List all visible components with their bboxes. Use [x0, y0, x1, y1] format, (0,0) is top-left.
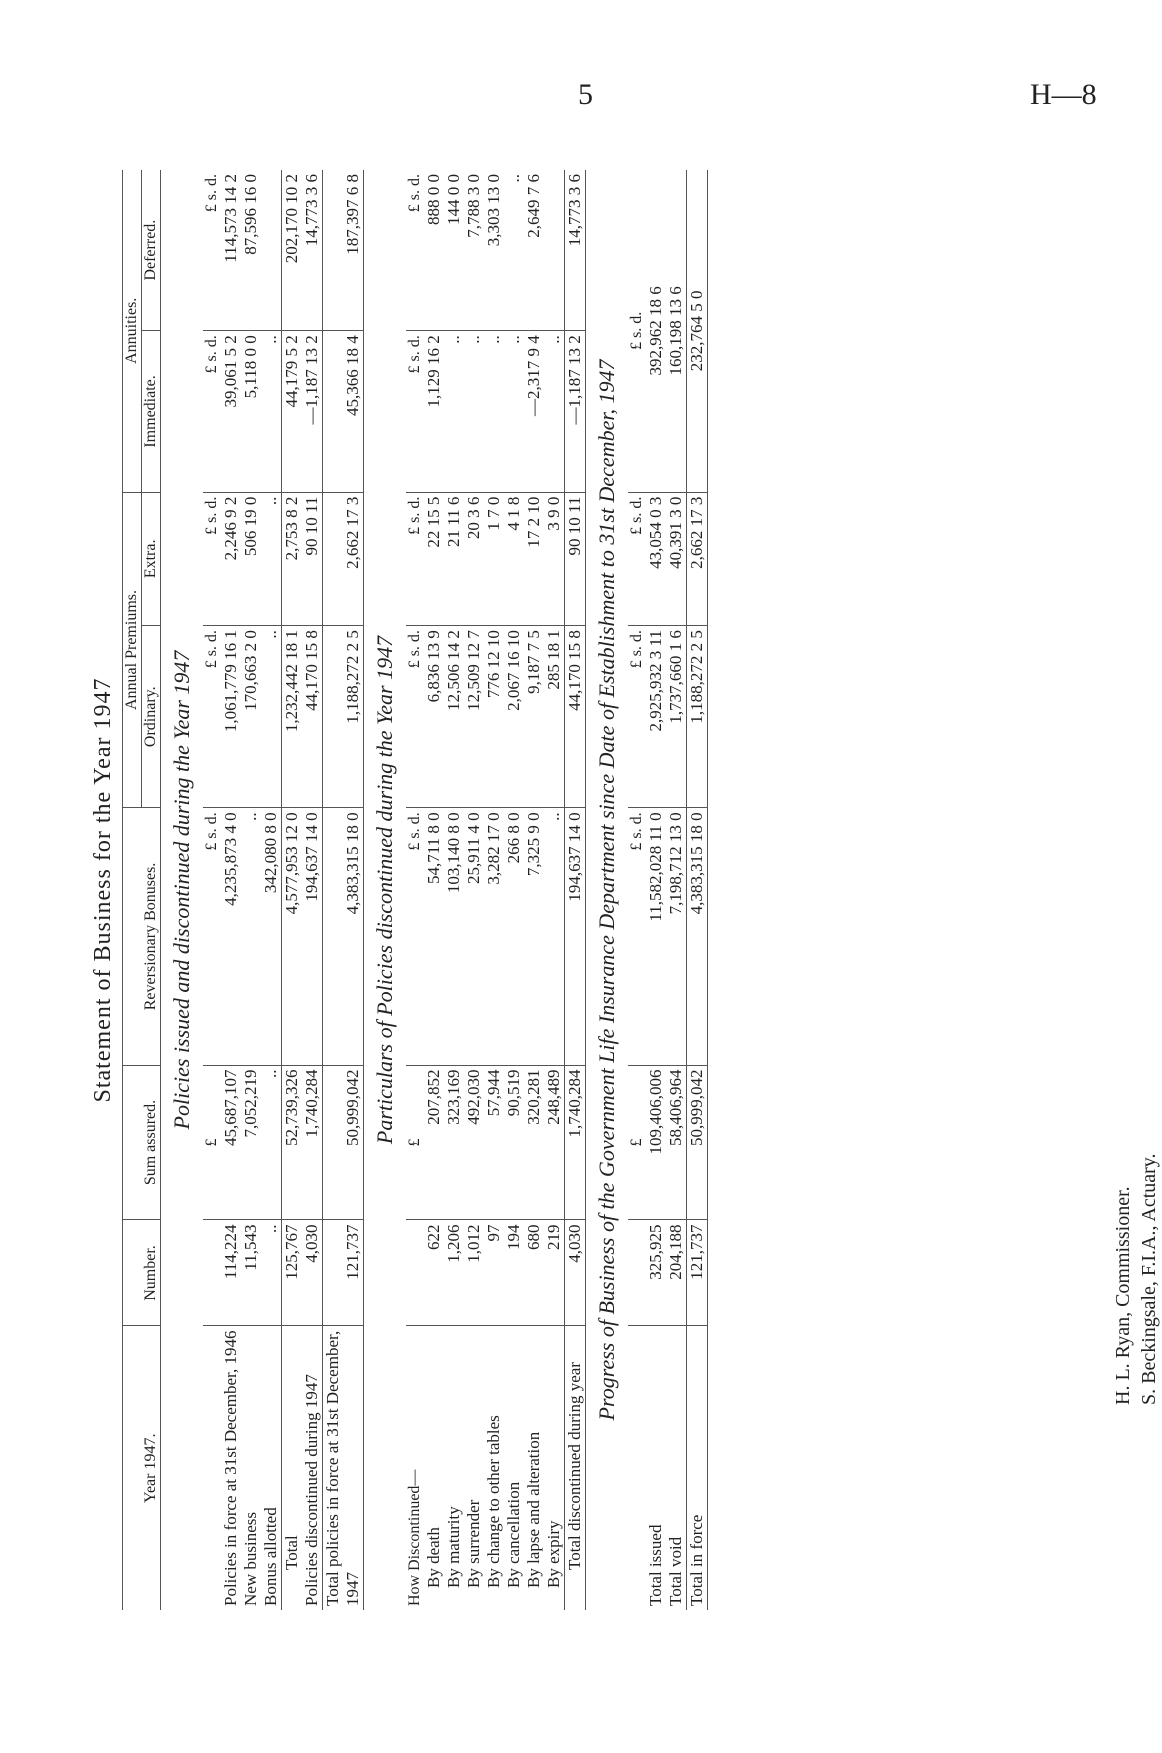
cell-rev: 194,637 14 0 [302, 808, 323, 1065]
currency-rev: £ s. d. [203, 808, 221, 1065]
col-ordinary: Ordinary. [142, 626, 161, 808]
col-extra: Extra. [142, 492, 161, 625]
cell-rev: .. [544, 808, 565, 1065]
row-desc: By expiry [544, 1520, 563, 1588]
total-row [565, 170, 586, 1610]
page-title: Statement of Business for the Year 1947 [90, 677, 116, 1103]
cell-ord: 2,067 16 10 [504, 626, 524, 808]
cell-extra: 4 1 8 [504, 492, 524, 625]
cell-ord: 1,061,779 16 1 [221, 626, 241, 808]
row-desc: Total [282, 1535, 301, 1570]
currency-row [406, 170, 424, 1610]
cell-extra: 21 11 6 [444, 492, 464, 625]
section-heading-row [161, 170, 204, 1610]
currency-def: £ s. d. [203, 170, 221, 331]
signature-commissioner: H. L. Ryan, Commissioner. [1112, 1186, 1134, 1405]
rotated-table-page [90, 170, 1160, 1610]
cell-def: 3,303 13 0 [484, 170, 504, 331]
cell-sum: 1,740,284 [565, 1065, 586, 1220]
cell-number: .. [261, 1220, 282, 1326]
cell-ord: 1,188,272 2 5 [323, 626, 364, 808]
cell-imm: 39,061 5 2 [221, 331, 241, 492]
currency-def: £ s. d. [406, 170, 424, 331]
cell-def: 144 0 0 [444, 170, 464, 331]
cell-sum: 1,740,284 [302, 1065, 323, 1220]
cell-sum: 7,052,219 [241, 1065, 261, 1220]
section-heading-row [364, 170, 407, 1610]
row-desc: By cancellation [504, 1481, 523, 1588]
cell-def: 187,397 6 8 [323, 170, 364, 331]
currency-sum: £ [203, 1065, 221, 1220]
cell-rev: 11,582,028 11 0 [646, 808, 666, 1065]
cell-rev: 266 8 0 [504, 808, 524, 1065]
cell-extra: 2,753 8 2 [282, 492, 303, 625]
cell-ord: 6,836 13 9 [424, 626, 444, 808]
table-row [424, 170, 444, 1610]
cell-imm: .. [504, 331, 524, 492]
cell-ord: 1,188,272 2 5 [687, 626, 708, 808]
cell-ord: 1,232,442 18 1 [282, 626, 303, 808]
cell-extra: 43,054 0 3 [646, 492, 666, 625]
cell-imm: —1,187 13 2 [565, 331, 586, 492]
cell-extra: 90 10 11 [302, 492, 323, 625]
cell-imm: .. [464, 331, 484, 492]
cell-annuity: 232,764 5 0 [687, 170, 708, 492]
currency-sum: £ [628, 1065, 646, 1220]
row-desc: By change to other tables [484, 1415, 503, 1588]
cell-sum: 50,999,042 [323, 1065, 364, 1220]
cell-extra: .. [261, 492, 282, 625]
cell-extra: 3 9 0 [544, 492, 565, 625]
discontinued-row [302, 170, 323, 1610]
currency-imm: £ s. d. [406, 331, 424, 492]
table-row [464, 170, 484, 1610]
cell-sum: 52,739,326 [282, 1065, 303, 1220]
cell-rev: 25,911 4 0 [464, 808, 484, 1065]
cell-imm: .. [444, 331, 464, 492]
cell-def: 7,788 3 0 [464, 170, 484, 331]
currency-ord: £ s. d. [628, 626, 646, 808]
section1-title: Policies issued and discontinued during the Year 1947 [169, 650, 194, 1130]
currency-row [628, 170, 646, 1610]
cell-ord: 170,663 2 0 [241, 626, 261, 808]
signature-block [1110, 1153, 1162, 1405]
table-row [241, 170, 261, 1610]
cell-imm: 45,366 18 4 [323, 331, 364, 492]
cell-def: 888 0 0 [424, 170, 444, 331]
cell-number: 194 [504, 1220, 524, 1326]
cell-rev: 54,711 8 0 [424, 808, 444, 1065]
cell-sum: 109,406,006 [646, 1065, 666, 1220]
section-heading-row [586, 170, 629, 1610]
table-row [504, 170, 524, 1610]
cell-rev: 103,140 8 0 [444, 808, 464, 1065]
cell-def: .. [504, 170, 524, 331]
cell-number: 11,543 [241, 1220, 261, 1326]
cell-def [544, 170, 565, 331]
cell-extra: 1 7 0 [484, 492, 504, 625]
cell-ord: .. [261, 626, 282, 808]
cell-rev: 194,637 14 0 [565, 808, 586, 1065]
cell-rev: 7,325 9 0 [524, 808, 544, 1065]
total-row [687, 170, 708, 1610]
page-number: 5 [578, 78, 593, 111]
cell-rev: 3,282 17 0 [484, 808, 504, 1065]
cell-rev: 4,383,315 18 0 [687, 808, 708, 1065]
cell-rev: 4,577,953 12 0 [282, 808, 303, 1065]
how-discontinued-heading: How Discontinued— [406, 1469, 423, 1606]
row-desc: Policies discontinued during 1947 [302, 1374, 321, 1606]
row-desc: Total in force [687, 1514, 706, 1606]
cell-sum: 90,519 [504, 1065, 524, 1220]
cell-ord: 1,737,660 1 6 [666, 626, 687, 808]
col-annual-premiums: Annual Premiums. [123, 492, 142, 808]
cell-number: 1,206 [444, 1220, 464, 1326]
col-annuities: Annuities. [123, 170, 142, 492]
cell-ord: 2,925,932 3 11 [646, 626, 666, 808]
col-sum-assured: Sum assured. [123, 1065, 161, 1220]
cell-extra: 506 19 0 [241, 492, 261, 625]
cell-rev: 7,198,712 13 0 [666, 808, 687, 1065]
currency-ord: £ s. d. [203, 626, 221, 808]
cell-number: 121,737 [687, 1220, 708, 1326]
row-desc: Total issued [646, 1524, 665, 1606]
signature-actuary: S. Beckingsale, F.I.A., Actuary. [1138, 1153, 1160, 1405]
cell-sum: 50,999,042 [687, 1065, 708, 1220]
cell-number: 4,030 [565, 1220, 586, 1326]
cell-extra: 2,246 9 2 [221, 492, 241, 625]
row-desc: Bonus allotted [261, 1507, 280, 1606]
cell-number: 114,224 [221, 1220, 241, 1326]
currency-extra: £ s. d. [203, 492, 221, 625]
cell-sum: 45,687,107 [221, 1065, 241, 1220]
cell-imm: 44,179 5 2 [282, 331, 303, 492]
cell-rev: 4,383,315 18 0 [323, 808, 364, 1065]
total-row [282, 170, 303, 1610]
cell-sum: 207,852 [424, 1065, 444, 1220]
cell-sum: .. [261, 1065, 282, 1220]
cell-extra: 90 10 11 [565, 492, 586, 625]
document-reference: H—8 [1030, 78, 1097, 111]
cell-number: 97 [484, 1220, 504, 1326]
row-desc: By death [424, 1527, 443, 1588]
cell-annuity: 160,198 13 6 [666, 170, 687, 492]
row-desc: Total policies in force at 31st December, 1947 [323, 1330, 362, 1606]
cell-def: 14,773 3 6 [302, 170, 323, 331]
table-row [666, 170, 687, 1610]
cell-def: 202,170 10 2 [282, 170, 303, 331]
section3-title: Progress of Business of the Government Life Insurance Department since Date of Establishment to 31st December, 1947 [594, 359, 619, 1421]
cell-imm: 5,118 0 0 [241, 331, 261, 492]
cell-sum: 320,281 [524, 1065, 544, 1220]
cell-sum: 57,944 [484, 1065, 504, 1220]
table-row [484, 170, 504, 1610]
cell-extra: 20 3 6 [464, 492, 484, 625]
cell-extra: 2,662 17 3 [323, 492, 364, 625]
table-row [221, 170, 241, 1610]
cell-extra: 22 15 5 [424, 492, 444, 625]
cell-imm: .. [484, 331, 504, 492]
table-row [544, 170, 565, 1610]
row-desc: Total discontinued during year [565, 1362, 584, 1570]
section2-title: Particulars of Policies discontinued during the Year 1947 [372, 635, 397, 1145]
cell-def: 114,573 14 2 [221, 170, 241, 331]
cell-number: 121,737 [323, 1220, 364, 1326]
col-reversionary-bonuses: Reversionary Bonuses. [123, 808, 161, 1065]
table-row [646, 170, 666, 1610]
cell-def [261, 170, 282, 331]
cell-annuity: 392,962 18 6 [646, 170, 666, 492]
table-row [444, 170, 464, 1610]
cell-ord: 9,187 7 5 [524, 626, 544, 808]
cell-extra: 2,662 17 3 [687, 492, 708, 625]
cell-imm: .. [261, 331, 282, 492]
cell-ord: 285 18 1 [544, 626, 565, 808]
currency-annuity: £ s. d. [628, 170, 646, 492]
col-number: Number. [123, 1220, 161, 1326]
cell-def: 14,773 3 6 [565, 170, 586, 331]
cell-number: 622 [424, 1220, 444, 1326]
cell-sum: 323,169 [444, 1065, 464, 1220]
cell-rev: .. [241, 808, 261, 1065]
cell-sum: 492,030 [464, 1065, 484, 1220]
currency-extra: £ s. d. [406, 492, 424, 625]
col-year: Year 1947. [142, 1433, 159, 1503]
cell-extra: 40,391 3 0 [666, 492, 687, 625]
currency-sum: £ [406, 1065, 424, 1220]
cell-ord: 12,506 14 2 [444, 626, 464, 808]
cell-sum: 58,406,964 [666, 1065, 687, 1220]
row-desc: Policies in force at 31st December, 1946 [221, 1330, 240, 1606]
cell-rev: 342,080 8 0 [261, 808, 282, 1065]
cell-imm: 1,129 16 2 [424, 331, 444, 492]
cell-def: 87,596 16 0 [241, 170, 261, 331]
cell-number: 204,188 [666, 1220, 687, 1326]
row-desc: Total void [666, 1536, 685, 1606]
row-desc: New business [241, 1512, 260, 1606]
row-desc: By maturity [444, 1506, 463, 1588]
currency-extra: £ s. d. [628, 492, 646, 625]
business-statement-table [122, 170, 708, 1610]
cell-imm: —2,317 9 4 [524, 331, 544, 492]
currency-rev: £ s. d. [406, 808, 424, 1065]
cell-number: 125,767 [282, 1220, 303, 1326]
cell-ord: 776 12 10 [484, 626, 504, 808]
cell-def: 2,649 7 6 [524, 170, 544, 331]
cell-number: 680 [524, 1220, 544, 1326]
cell-ord: 12,509 12 7 [464, 626, 484, 808]
row-desc: By surrender [464, 1499, 483, 1588]
currency-imm: £ s. d. [203, 331, 221, 492]
cell-number: 219 [544, 1220, 565, 1326]
cell-imm: .. [544, 331, 565, 492]
row-desc: By lapse and alteration [524, 1431, 543, 1588]
col-immediate: Immediate. [142, 331, 161, 492]
currency-row [203, 170, 221, 1610]
cell-ord: 44,170 15 8 [565, 626, 586, 808]
cell-rev: 4,235,873 4 0 [221, 808, 241, 1065]
currency-ord: £ s. d. [406, 626, 424, 808]
cell-sum: 248,489 [544, 1065, 565, 1220]
cell-number: 4,030 [302, 1220, 323, 1326]
cell-imm: —1,187 13 2 [302, 331, 323, 492]
currency-rev: £ s. d. [628, 808, 646, 1065]
table-row [524, 170, 544, 1610]
table-row [261, 170, 282, 1610]
cell-ord: 44,170 15 8 [302, 626, 323, 808]
cell-number: 1,012 [464, 1220, 484, 1326]
col-deferred: Deferred. [142, 170, 161, 331]
cell-number: 325,925 [646, 1220, 666, 1326]
in-force-row [323, 170, 364, 1610]
cell-extra: 17 2 10 [524, 492, 544, 625]
